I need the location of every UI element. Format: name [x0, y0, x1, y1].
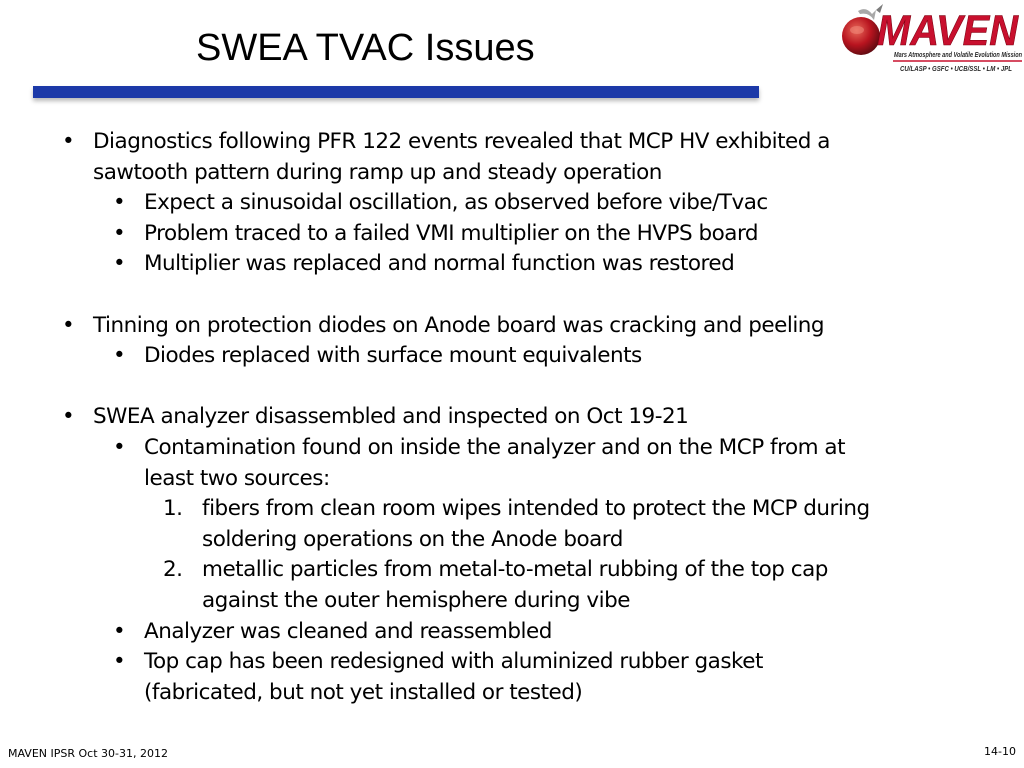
bullet-item	[0, 402, 1024, 433]
bullet-marker: •	[113, 190, 126, 216]
sub-bullet-text: Problem traced to a failed VMI multiplier on the HVPS board	[144, 220, 759, 246]
bullet-item	[0, 311, 1024, 342]
sub-bullet-continuation	[0, 464, 1024, 495]
bullet-text: Tinning on protection diodes on Anode board was cracking and peeling	[93, 312, 825, 338]
logo-partners: CU/LASP • GSFC • UCB/SSL • LM • JPL	[900, 66, 1012, 73]
sub-bullet-continuation	[0, 678, 1024, 709]
bullet-marker: •	[62, 404, 75, 430]
bullet-marker: •	[62, 312, 75, 338]
numbered-text: fibers from clean room wipes intended to protect the MCP during	[202, 496, 870, 522]
numbered-text: metallic particles from metal-to-metal rubbing of the top cap	[202, 557, 828, 583]
spacer	[0, 372, 1024, 403]
bullet-marker: •	[113, 618, 126, 644]
slide-title: SWEA TVAC Issues	[196, 27, 535, 69]
bullet-text: sawtooth pattern during ramp up and steady operation	[93, 159, 662, 185]
footer-event: MAVEN IPSR Oct 30-31, 2012	[8, 747, 168, 760]
numbered-item	[0, 555, 1024, 586]
bullet-list	[0, 127, 1024, 708]
bullet-text: SWEA analyzer disassembled and inspected on Oct 19-21	[93, 404, 689, 430]
sub-bullet-text: Multiplier was replaced and normal function was restored	[144, 251, 735, 277]
bullet-marker: •	[113, 343, 126, 369]
bullet-marker: •	[113, 434, 126, 460]
sub-bullet-item	[0, 647, 1024, 678]
sub-bullet-item	[0, 617, 1024, 648]
sub-bullet-item	[0, 219, 1024, 250]
sub-bullet-text: Expect a sinusoidal oscillation, as observed before vibe/Tvac	[144, 190, 768, 216]
numbered-item	[0, 494, 1024, 525]
page-number: 14-10	[984, 745, 1016, 758]
numbered-continuation	[0, 525, 1024, 556]
logo-subtitle: Mars Atmosphere and Volatile Evolution Mission	[894, 52, 1022, 59]
sub-bullet-item	[0, 341, 1024, 372]
bullet-marker: •	[62, 129, 75, 154]
sub-bullet-item	[0, 188, 1024, 219]
sub-bullet-text: least two sources:	[144, 465, 330, 491]
bullet-text: Diagnostics following PFR 122 events revealed that MCP HV exhibited a	[93, 129, 830, 154]
numbered-text: soldering operations on the Anode board	[202, 526, 623, 552]
sub-bullet-text: (fabricated, but not yet installed or tested)	[144, 679, 583, 705]
title-divider-bar	[33, 86, 759, 98]
sub-bullet-item	[0, 249, 1024, 280]
sub-bullet-text: Contamination found on inside the analyzer and on the MCP from at	[144, 434, 846, 460]
maven-logo	[836, 2, 1024, 76]
mars-planet-icon	[836, 2, 1024, 76]
numbered-text: against the outer hemisphere during vibe	[202, 587, 630, 613]
bullet-item	[0, 127, 1024, 158]
spacer	[0, 280, 1024, 311]
sub-bullet-text: Analyzer was cleaned and reassembled	[144, 618, 552, 644]
bullet-marker: •	[113, 251, 126, 277]
numbered-continuation	[0, 586, 1024, 617]
sub-bullet-item	[0, 433, 1024, 464]
sub-bullet-text: Top cap has been redesigned with aluminized rubber gasket	[144, 649, 763, 675]
bullet-marker: •	[113, 220, 126, 246]
bullet-marker: •	[113, 649, 126, 675]
sub-bullet-text: Diodes replaced with surface mount equivalents	[144, 343, 642, 369]
logo-wordmark: MAVEN	[877, 7, 1019, 55]
bullet-continuation	[0, 158, 1024, 189]
item-number: 2.	[163, 557, 183, 583]
item-number: 1.	[163, 496, 183, 522]
